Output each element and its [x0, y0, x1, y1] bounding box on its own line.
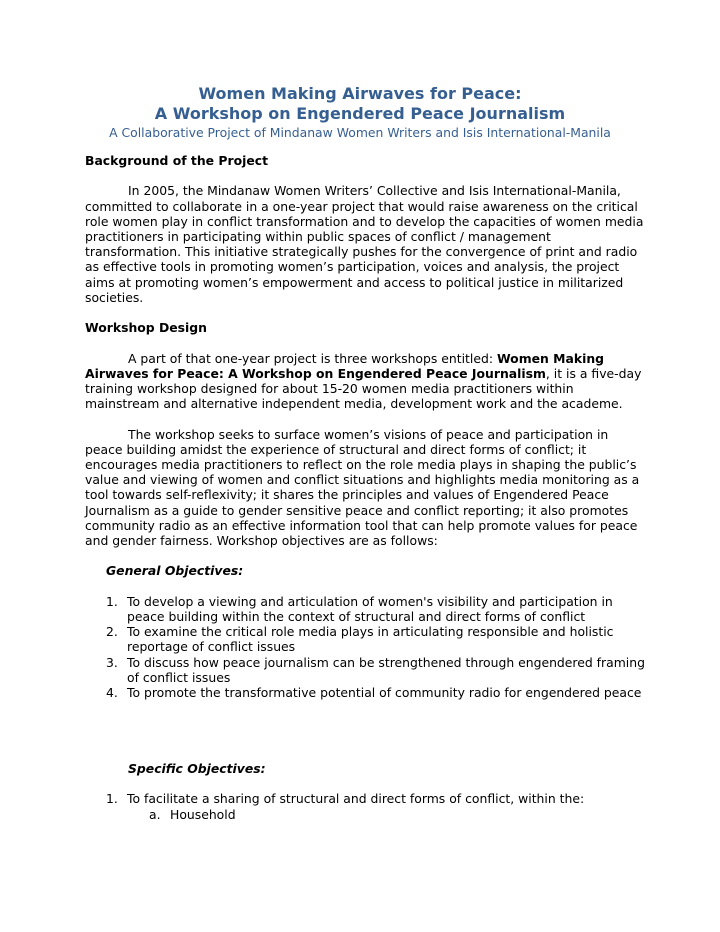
workshop-paragraph-2: The workshop seeks to surface women’s visions of peace and participation in peace building amidst the experience of structural and direct forms of conflict; it encourages media practitioners to reflect on the role media plays in shaping the public’s value and viewing of women and conflict situations and highlights media monitoring as a tool towards self-reflexivity; it shares the principles and values of Engendered Peace Journalism as a guide to gender sensitive peace and conflict reporting; it also promotes community radio as an effective information tool that can help promote values for peace and gender fairness. Workshop objectives are as follows: [85, 426, 640, 549]
title-block [0, 84, 720, 140]
list-item: 3. To discuss how peace journalism can be strengthened through engendered framing of conflict issues [106, 654, 645, 685]
list-item: 2. To examine the critical role media plays in articulating responsible and holistic reportage of conflict issues [106, 624, 614, 655]
list-item: 1. To develop a viewing and articulation of women's visibility and participation in peace building within the context of structural and direct forms of conflict [106, 593, 613, 624]
list-item: 4. To promote the transformative potential of community radio for engendered peace [106, 685, 642, 701]
specific-objectives-list [85, 791, 645, 806]
workshop-p1-rest: , it is a five-day training workshop designed for about 15-20 women media practitioners within mainstream and alternative independent media, development work and the academe. [85, 365, 642, 412]
document-title-line-1: Women Making Airwaves for Peace: [198, 84, 522, 103]
specific-objectives-heading: Specific Objectives: [128, 760, 266, 776]
workshop-paragraph-1 [85, 351, 645, 412]
document-body [85, 153, 645, 822]
document-subtitle: A Collaborative Project of Mindanaw Women Writers and Isis International-Manila [109, 125, 611, 140]
document-title-line-2: A Workshop on Engendered Peace Journalism [154, 104, 566, 123]
list-subitem: a. Household [149, 806, 236, 822]
list-item: 1. To facilitate a sharing of structural and direct forms of conflict, within the: [106, 791, 585, 807]
workshop-p1-intro: A part of that one-year project is three workshops entitled: [128, 350, 497, 366]
general-objectives-list [85, 594, 645, 700]
workshop-p1-title: Women Making Airwaves for Peace: A Workshop on Engendered Peace Journalism [85, 350, 605, 381]
background-heading: Background of the Project [85, 153, 269, 168]
workshop-design-heading: Workshop Design [85, 320, 207, 336]
background-paragraph: In 2005, the Mindanaw Women Writers’ Collective and Isis International-Manila, committed to collaborate in a one-year project that would raise awareness on the critical role women play in conflict transformation and to develop the capacities of women media practitioners in participating within public spaces of conflict / management transformation. This initiative strategically pushes for the convergence of print and radio as effective tools in promoting women’s participation, voices and analysis, the project aims at promoting women’s empowerment and access to political justice in militarized societies. [85, 183, 644, 305]
general-objectives-heading: General Objectives: [106, 563, 244, 579]
